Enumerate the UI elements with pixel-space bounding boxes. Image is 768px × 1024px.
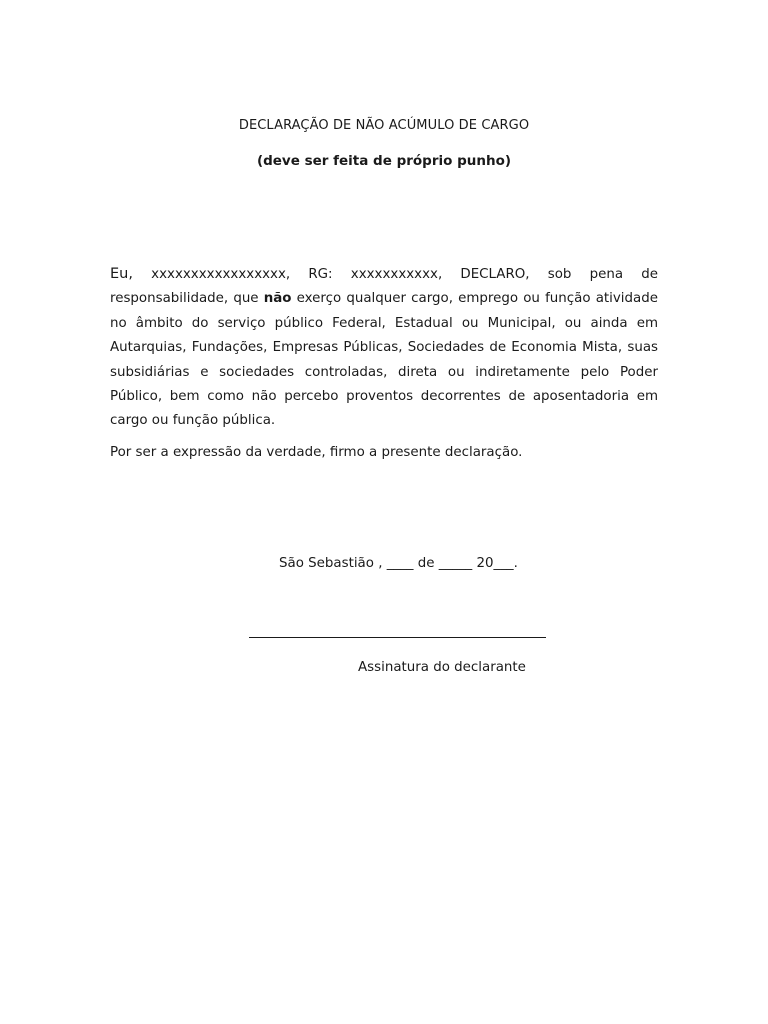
document-subtitle: (deve ser feita de próprio punho) — [256, 153, 512, 169]
closing-statement: Por ser a expressão da verdade, firmo a presente declaração. — [110, 445, 523, 460]
signature-line — [249, 637, 546, 638]
lead-word: Eu, — [110, 266, 133, 282]
name-placeholder: xxxxxxxxxxxxxxxxx — [151, 267, 286, 282]
declaro-text: DECLARO, sob pena de responsabilidade, que — [110, 267, 658, 307]
emphasis-nao: não — [263, 291, 292, 307]
declaration-paragraph: Eu, xxxxxxxxxxxxxxxxx, RG: xxxxxxxxxxx, DECLARO, sob pena de responsabilidade, que não exerço qualquer cargo, emprego ou função atividade no âmbito do serviço público Federal, Estadual ou Municipal, ou ainda em Autarquias, Fundações, Empresas Públicas, Sociedades de Economia Mista, suas subsidiárias e sociedades controladas, direta ou indiretamente pelo Poder Público, bem como não percebo proventos decorrentes de aposentadoria em cargo ou função pública. — [110, 266, 658, 429]
document-title: DECLARAÇÃO DE NÃO ACÚMULO DE CARGO — [238, 118, 530, 133]
rg-placeholder: xxxxxxxxxxx — [350, 267, 438, 282]
declaration-rest: exerço qualquer cargo, emprego ou função atividade no âmbito do serviço público Federal, Estadual ou Municipal, ou ainda em Autarquias, Fundações, Empresas Públicas, Sociedades de Economia Mista, suas subsidiárias e sociedades controladas, direta ou indiretamente pelo Poder Público, bem como não percebo proventos decorrentes de aposentadoria em cargo ou função pública. — [110, 291, 658, 429]
place-date-line: São Sebastião , ____ de _____ 20___. — [279, 556, 518, 571]
signature-label: Assinatura do declarante — [358, 660, 526, 675]
rg-label: RG: — [308, 267, 333, 282]
